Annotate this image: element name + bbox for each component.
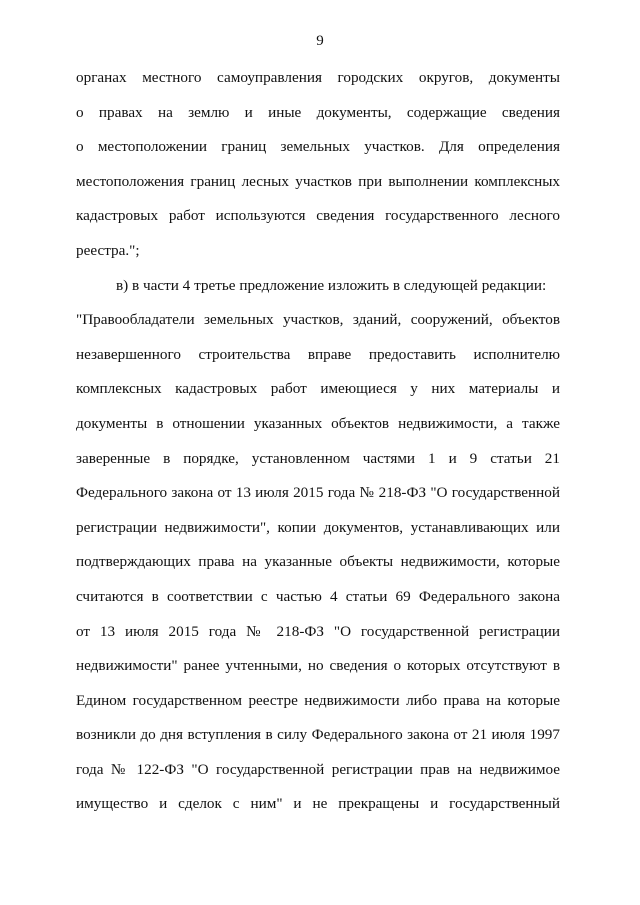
text-line: незавершенного строительства вправе предоставить исполнителю <box>76 345 560 363</box>
page-number: 9 <box>316 33 324 49</box>
text-line: имущество и сделок с ним" и не прекращены и государственный <box>76 795 560 813</box>
text-line: кадастровых работ используются сведения государственного лесного <box>76 207 560 225</box>
text-line: органах местного самоуправления городских округов, документы <box>76 69 560 86</box>
text-line: реестра."; <box>76 241 140 259</box>
text-line: документы в отношении указанных объектов недвижимости, а также <box>76 414 560 432</box>
text-line: регистрации недвижимости", копии документов, устанавливающих или <box>76 518 560 536</box>
text-line: от 13 июля 2015 года № 218-ФЗ "О государственной регистрации <box>76 622 560 640</box>
text-line: в) в части 4 третье предложение изложить в следующей редакции: <box>116 276 547 294</box>
text-line: считаются в соответствии с частью 4 статьи 69 Федерального закона <box>76 587 560 605</box>
text-line: года № 122-ФЗ "О государственной регистрации прав на недвижимое <box>76 760 560 778</box>
text-line: подтверждающих права на указанные объекты недвижимости, которые <box>76 553 560 571</box>
text-line: о местоположении границ земельных участков. Для определения <box>76 138 560 156</box>
text-line: "Правообладатели земельных участков, зданий, сооружений, объектов <box>76 311 560 329</box>
text-line: местоположения границ лесных участков при выполнении комплексных <box>76 172 560 190</box>
text-line: Едином государственном реестре недвижимости либо права на которые <box>76 691 560 709</box>
text-line: Федерального закона от 13 июля 2015 года № 218-ФЗ "О государственной <box>76 484 560 502</box>
document-body <box>76 64 560 825</box>
text-line: заверенные в порядке, установленном частями 1 и 9 статьи 21 <box>76 449 560 467</box>
text-line: недвижимости" ранее учтенными, но сведения о которых отсутствуют в <box>76 657 560 675</box>
text-line: возникли до дня вступления в силу Федерального закона от 21 июля 1997 <box>76 726 560 744</box>
text-line: о правах на землю и иные документы, содержащие сведения <box>76 103 560 121</box>
text-line: комплексных кадастровых работ имеющиеся у них материалы и <box>76 380 560 398</box>
